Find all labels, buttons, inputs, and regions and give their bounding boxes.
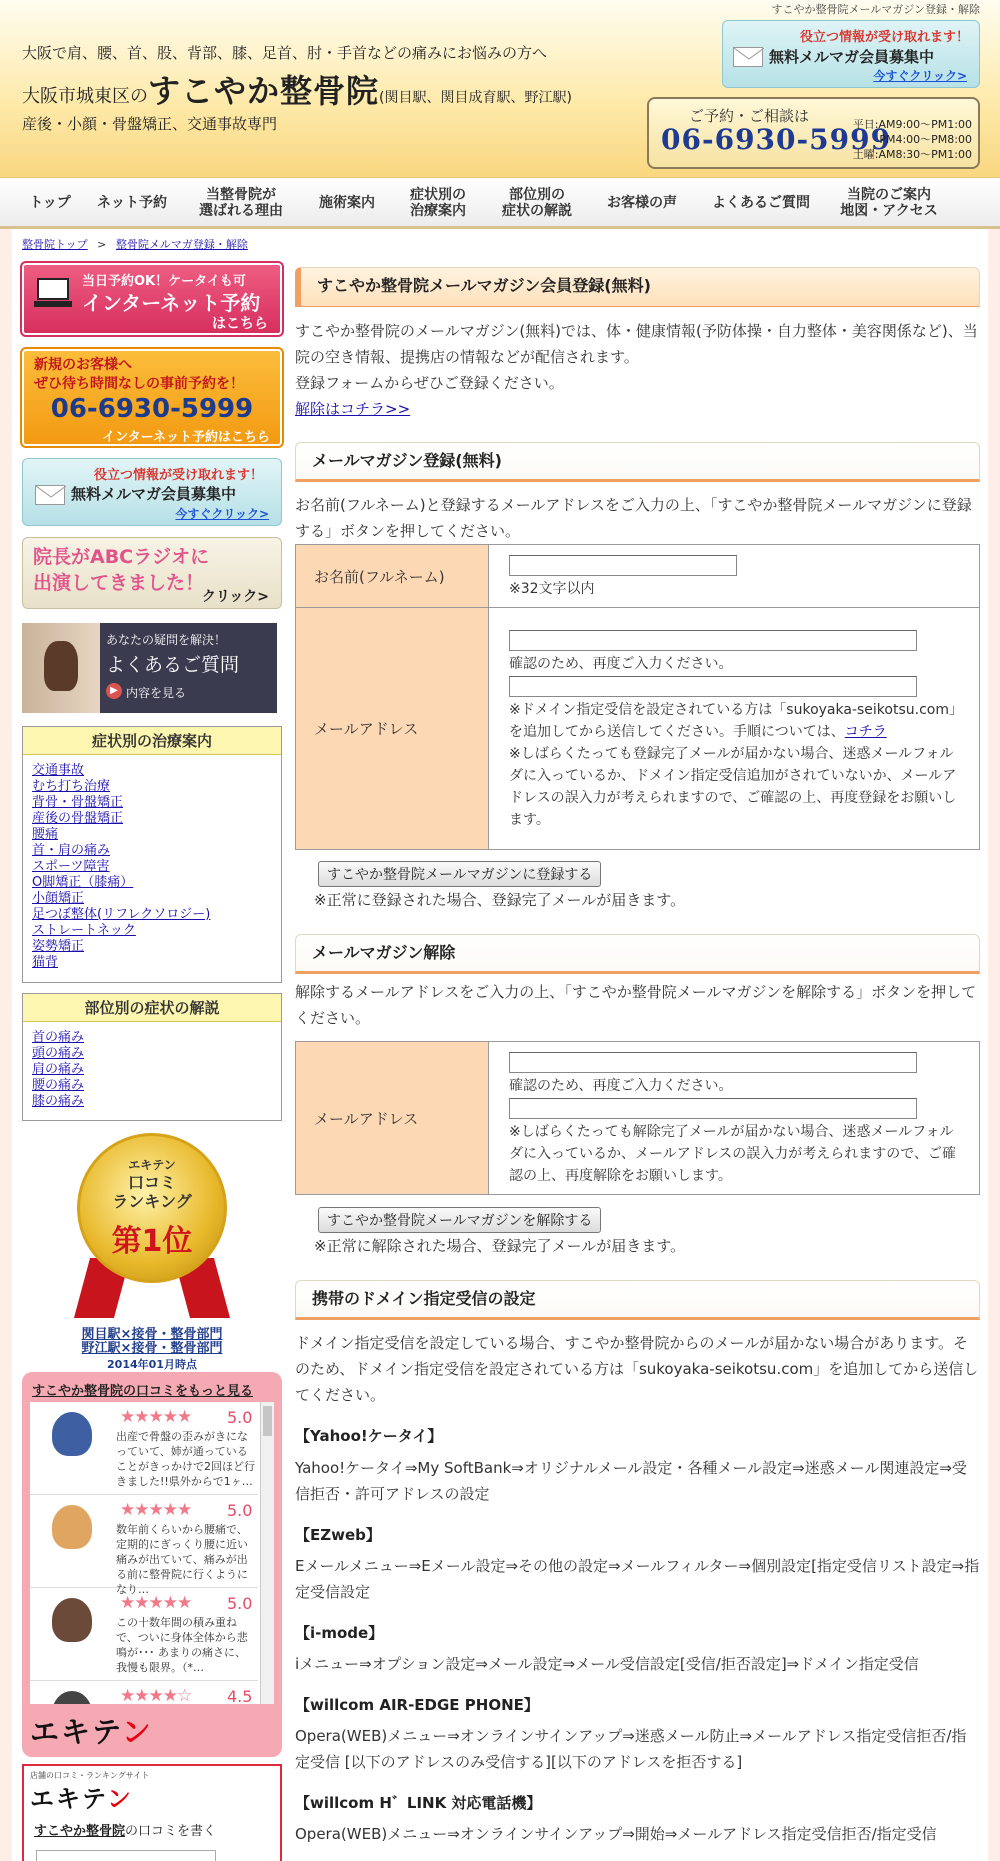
unsub-email-label: メールアドレス [296, 1042, 489, 1195]
review-list[interactable] [30, 1402, 274, 1704]
unsubscribe-link[interactable]: 解除はコチラ>> [295, 400, 411, 418]
badge-caption[interactable]: 野江駅×接骨・整骨部門 [81, 1341, 223, 1356]
envelope-icon [35, 485, 65, 505]
sidebar-mail-magazine-banner[interactable] [22, 458, 282, 526]
ranking-badge[interactable] [22, 1128, 282, 1371]
avatar [52, 1505, 92, 1549]
symptom-menu-list [23, 755, 281, 979]
domain-note-text: ※ドメイン指定受信を設定されている方は「sukoyaka-seikotsu.com」を追加してから送信してください。手順については、 [509, 701, 956, 740]
computer-icon [32, 277, 74, 311]
menu-link[interactable]: 膝の痛み [32, 1094, 85, 1109]
menu-item [32, 795, 272, 811]
logo-part: ン [106, 1785, 133, 1813]
phone-contact-box [647, 97, 980, 169]
new-banner-line: ぜひ待ち時間なしの事前予約を！ [34, 376, 244, 392]
email-label: メールアドレス [296, 608, 489, 850]
avatar [52, 1598, 92, 1642]
unsub-email-cell [489, 1042, 980, 1195]
menu-link[interactable]: 腰の痛み [32, 1078, 85, 1093]
unsub-confirm-note: 確認のため、再度ご入力ください。 [509, 1078, 733, 1094]
menu-link[interactable]: 背骨・骨盤矯正 [32, 795, 124, 810]
menu-link[interactable]: 頭の痛み [32, 1046, 85, 1061]
medal-label [80, 1173, 224, 1211]
site-name: すこやか整骨院 [148, 72, 380, 110]
site-area: 大阪市城東区の [22, 86, 148, 107]
intro-text: すこやか整骨院のメールマガジン(無料)では、体・健康情報(予防体操・自力整体・美容関係など)、当院の空き情報、提携店の情報などが配信されます。 [295, 322, 978, 366]
badge-caption[interactable]: 関目駅×接骨・整骨部門 [81, 1327, 223, 1342]
part-menu [22, 993, 282, 1121]
radio-banner-line: 出演してきました！ [33, 572, 205, 594]
write-review-link[interactable] [34, 1820, 216, 1839]
rating-score: 4.5 [227, 1687, 253, 1704]
write-review-box [22, 1764, 282, 1861]
email-input[interactable] [509, 630, 917, 651]
hours-line: PM4:00〜PM8:00 [879, 133, 972, 146]
rating-stars: ★★★★★ [120, 1407, 192, 1427]
carrier-heading: 【i-mode】 [295, 1624, 384, 1642]
register-description: お名前(フルネーム)と登録するメールアドレスをご入力の上、「すこやか整骨院メールマガジンに登録する」ボタンを押してください。 [295, 496, 972, 540]
write-review-suffix: の口コミを書く [125, 1824, 217, 1839]
medal-rank: 第1位 [111, 1224, 193, 1259]
mail-magazine-banner[interactable] [722, 20, 980, 88]
phone-label: ご予約・ご相談は [689, 107, 810, 125]
rating-stars: ★★★★★ [120, 1500, 192, 1520]
mag-banner-top: 役立つ情報が受け取れます！ [799, 30, 969, 45]
carrier-heading: 【Yahoo!ケータイ】 [295, 1427, 443, 1445]
nav-item-reason[interactable]: 当整骨院が 選ばれる理由 [199, 186, 283, 219]
scrollbar-thumb[interactable] [263, 1406, 272, 1436]
net-reservation-banner[interactable] [22, 263, 282, 335]
menu-link[interactable]: 足つぼ整体(リフレクソロジー) [32, 907, 211, 922]
carrier-steps: Opera(WEB)メニュー⇒オンラインサインアップ⇒開始⇒メールアドレス指定受信拒否/指定受信 [295, 1825, 937, 1843]
medal-icon [77, 1133, 227, 1283]
page-title: すこやか整骨院メールマガジン会員登録(無料) [295, 267, 980, 307]
symptom-menu-title: 症状別の治療案内 [23, 727, 281, 755]
menu-link[interactable]: むち打ち治療 [32, 779, 111, 794]
rating-score: 5.0 [227, 1594, 253, 1613]
logo-part: エキテ [30, 1715, 122, 1749]
review-item [30, 1588, 258, 1681]
breadcrumb-separator: > [97, 238, 107, 251]
nav-item-top[interactable]: トップ [29, 194, 71, 211]
review-text: 数年前くらいから腰痛で、定期的にぎっくり腰に近い痛みが出ていて、痛みが出る前に整骨院に行くようになり… [116, 1523, 248, 1596]
review-scrollbar[interactable] [260, 1402, 274, 1704]
site-header [0, 0, 1000, 178]
confirm-note: 確認のため、再度ご入力ください。 [509, 655, 733, 672]
menu-item [32, 779, 272, 795]
header-tagline: 大阪で肩、腰、首、股、背部、膝、足首、肘・手首などの痛みにお悩みの方へ [22, 44, 548, 62]
mag-banner-main: 無料メルマガ会員募集中 [769, 48, 935, 66]
part-menu-title: 部位別の症状の解説 [23, 994, 281, 1022]
menu-link[interactable]: 肩の痛み [32, 1062, 85, 1077]
menu-item [32, 763, 272, 779]
rating-score: 5.0 [227, 1408, 253, 1427]
carrier-steps: iメニュー⇒オプション設定⇒メール設定⇒メール受信設定[受信/拒否設定]⇒ドメイン指定受信 [295, 1655, 919, 1673]
unsubscribe-form [295, 1041, 980, 1195]
radio-banner-link: クリック> [201, 589, 269, 605]
rating-stars: ★★★★★ [120, 1593, 192, 1613]
logo-part: エキテ [30, 1785, 107, 1813]
new-customer-banner[interactable] [22, 349, 282, 446]
register-after-note: ※正常に登録された場合、登録完了メールが届きます。 [314, 891, 686, 909]
unsubscribe-description: 解除するメールアドレスをご入力の上、「すこやか整骨院メールマガジンを解除する」ボタンを押してください。 [295, 983, 977, 1027]
form-row [296, 608, 980, 850]
site-stations: (関目駅、関目成育駅、野江駅) [379, 90, 572, 106]
carrier-heading: 【EZweb】 [295, 1526, 381, 1544]
menu-link[interactable]: 首・肩の痛み [32, 843, 111, 858]
unsub-failure-note: ※しばらくたっても解除完了メールが届かない場合、迷惑メールフォルダに入っているか、メールアドレスの誤入力が考えられますので、ご確認の上、再度解除をお願いします。 [509, 1124, 957, 1184]
net-banner-title: インターネット予約 [82, 291, 261, 315]
register-section-title: メールマガジン登録(無料) [295, 442, 980, 482]
review-input[interactable] [36, 1850, 216, 1861]
ekiten-logo[interactable] [30, 1779, 133, 1814]
menu-link[interactable]: 交通事故 [32, 763, 85, 778]
unsubscribe-button[interactable]: すこやか整骨院メールマガジンを解除する [318, 1207, 601, 1233]
review-text: この十数年間の積み重ねで、ついに身体全体から悲鳴が･･･ あまりの痛さに、我慢も限界。（*… [116, 1616, 248, 1674]
carrier-steps: Eメールメニュー⇒Eメール設定⇒その他の設定⇒メールフィルター⇒個別設定[指定受信リスト設定⇒指定受信設定 [295, 1557, 980, 1601]
menu-link[interactable]: 首の痛み [32, 1030, 85, 1045]
menu-item [32, 827, 272, 843]
failure-note: ※しばらくたっても登録完了メールが届かない場合、迷惑メールフォルダに入っているか、ドメイン指定受信追加がされていないか、メールアドレスの誤入力が考えられますので、ご確認の上、再度登録をお願いします。 [509, 745, 957, 828]
radio-banner-line: 院長がABCラジオに [33, 546, 210, 568]
faq-banner-link: 内容を見る [126, 686, 187, 700]
write-review-name: すこやか整骨院 [34, 1824, 126, 1839]
avatar [52, 1691, 92, 1704]
nav-item-faq[interactable]: よくあるご質問 [712, 194, 810, 211]
mag2-link: 今すぐクリック> [175, 507, 269, 521]
name-field-cell [489, 545, 980, 608]
name-input[interactable] [509, 555, 737, 576]
menu-link[interactable]: O脚矯正（膝痛） [32, 875, 134, 890]
avatar [52, 1412, 92, 1456]
site-title[interactable] [22, 66, 572, 112]
net-banner-link: はこちら [212, 316, 268, 332]
review-text: 出産で骨盤の歪みがきになっていて、姉が通っていることがきっかけで2回ほど行きました!!県外からで1ヶ… [116, 1430, 255, 1488]
breadcrumb-current[interactable]: 整骨院メルマガ登録・解除 [115, 238, 248, 251]
breadcrumb [22, 236, 248, 252]
faq-photo [22, 623, 100, 713]
menu-item [32, 907, 272, 923]
nav-item-access[interactable]: 当院のご案内 地図・アクセス [840, 186, 938, 219]
radio-appearance-banner[interactable] [22, 537, 282, 609]
new-banner-text [34, 356, 244, 394]
unsubscribe-section-title: メールマガジン解除 [295, 934, 980, 974]
menu-item [32, 955, 272, 971]
unsub-email-confirm-input[interactable] [509, 1098, 917, 1119]
carrier-heading: 【willcom H゛LINK 対応電話機】 [295, 1794, 542, 1812]
name-label: お名前(フルネーム) [296, 545, 489, 608]
menu-link[interactable]: スポーツ障害 [32, 859, 110, 874]
arrow-right-icon: ▶ [106, 683, 122, 699]
unsubscribe-after-note: ※正常に解除された場合、登録完了メールが届きます。 [314, 1237, 686, 1255]
nav-item-net-reservation[interactable]: ネット予約 [97, 194, 167, 211]
nav-item-voices[interactable]: お客様の声 [607, 194, 677, 211]
faq-banner-sub: あなたの疑問を解決！ [106, 633, 227, 647]
register-button[interactable]: すこやか整骨院メールマガジンに登録する [318, 861, 601, 887]
rating-stars: ★★★★☆ [120, 1686, 192, 1704]
ekiten-caption: 店舗の口コミ・ランキングサイト [30, 1771, 150, 1780]
review-more-link[interactable]: すこやか整骨院の口コミをもっと見る [32, 1384, 254, 1399]
breadcrumb-home[interactable]: 整骨院トップ [22, 238, 88, 251]
net-banner-sub: 当日予約OK！ケータイも可 [82, 274, 246, 289]
menu-item [32, 923, 272, 939]
logo-part: ン [121, 1715, 153, 1749]
menu-link[interactable]: 姿勢矯正 [32, 939, 85, 954]
register-form [295, 544, 980, 850]
menu-item [32, 811, 272, 827]
nav-item-body-parts[interactable]: 部位別の 症状の解説 [502, 186, 572, 219]
mag-banner-link[interactable]: 今すぐクリック> [873, 69, 967, 83]
envelope-icon [733, 47, 763, 67]
new-banner-phone: 06-6930-5999 [50, 394, 254, 424]
form-row [296, 545, 980, 608]
faq-banner[interactable] [22, 623, 277, 713]
carrier-steps: Opera(WEB)メニュー⇒オンラインサインアップ⇒迷惑メール防止⇒メールアドレス指定受信拒否/指定受信 [以下のアドレスのみ受信する][以下のアドレスを拒否する] [295, 1727, 967, 1771]
right-background-stripe [988, 229, 1000, 1861]
domain-guide-link[interactable]: コチラ [844, 723, 887, 740]
menu-item [32, 843, 272, 859]
menu-link[interactable]: 産後の骨盤矯正 [32, 811, 124, 826]
menu-item [32, 859, 272, 875]
menu-link[interactable]: ストレートネック [32, 923, 136, 938]
opening-hours [853, 117, 972, 162]
nav-item-treatment[interactable]: 施術案内 [319, 194, 375, 211]
menu-item [32, 891, 272, 907]
name-note: ※32文字以内 [509, 581, 595, 597]
review-widget [22, 1372, 282, 1757]
unsub-email-input[interactable] [509, 1052, 917, 1073]
carrier-heading: 【willcom AIR-EDGE PHONE】 [295, 1696, 539, 1714]
domain-description: ドメイン指定受信を設定している場合、すこやか整骨院からのメールが届かない場合があります。そのため、ドメイン指定受信を設定されている方は「sukoyaka-seikotsu.com」を追加してから送信してください。 [295, 1334, 979, 1404]
menu-item [32, 1094, 272, 1110]
carrier-steps: Yahoo!ケータイ⇒My SoftBank⇒オリジナルメール設定・各種メール設定⇒迷惑メール関連設定⇒受信拒否・許可アドレスの設定 [295, 1459, 967, 1503]
symptom-menu [22, 726, 282, 983]
review-item [30, 1495, 258, 1596]
ekiten-logo[interactable] [30, 1710, 153, 1751]
new-banner-line: 新規のお客様へ [34, 357, 132, 373]
menu-item [32, 1030, 272, 1046]
domain-section-title: 携帯のドメイン指定受信の設定 [295, 1280, 980, 1320]
medal-brand: エキテン [128, 1158, 176, 1172]
badge-date: 2014年01月時点 [107, 1358, 197, 1371]
menu-item [32, 939, 272, 955]
main-nav [0, 179, 1000, 229]
menu-link[interactable]: 猫背 [32, 955, 59, 970]
hours-line: 土曜:AM8:30〜PM1:00 [852, 148, 972, 161]
radio-banner-text [33, 544, 209, 596]
phone-number[interactable]: 06-6930-5999 [661, 123, 892, 156]
menu-item [32, 1062, 272, 1078]
review-item [30, 1402, 258, 1495]
left-background-stripe [0, 229, 12, 1861]
medal-label-line: ランキング [112, 1192, 192, 1211]
new-banner-link: インターネット予約はこちら [102, 430, 270, 445]
menu-item [32, 1078, 272, 1094]
mag2-main: 無料メルマガ会員募集中 [71, 485, 237, 503]
domain-note [509, 699, 959, 743]
faq-banner-title: よくあるご質問 [106, 654, 240, 676]
hours-line: 平日:AM9:00〜PM1:00 [852, 118, 972, 131]
menu-link[interactable]: 小顔矯正 [32, 891, 85, 906]
intro-text: 登録フォームからぜひご登録ください。 [295, 374, 564, 392]
header-specialties: 産後・小顔・骨盤矯正、交通事故専門 [22, 115, 278, 133]
email-field-cell [489, 608, 980, 850]
menu-link[interactable]: 腰痛 [32, 827, 59, 842]
nav-item-symptoms[interactable]: 症状別の 治療案内 [410, 186, 466, 219]
medal-label-line: 口コミ [127, 1173, 176, 1192]
email-confirm-input[interactable] [509, 676, 917, 697]
rating-score: 5.0 [227, 1501, 253, 1520]
form-row [296, 1042, 980, 1195]
page-caption: すこやか整骨院メールマガジン登録・解除 [771, 3, 980, 16]
review-item [30, 1681, 258, 1704]
mag2-top: 役立つ情報が受け取れます！ [93, 468, 263, 483]
menu-item [32, 1046, 272, 1062]
menu-item [32, 875, 272, 891]
part-menu-list [23, 1022, 281, 1118]
